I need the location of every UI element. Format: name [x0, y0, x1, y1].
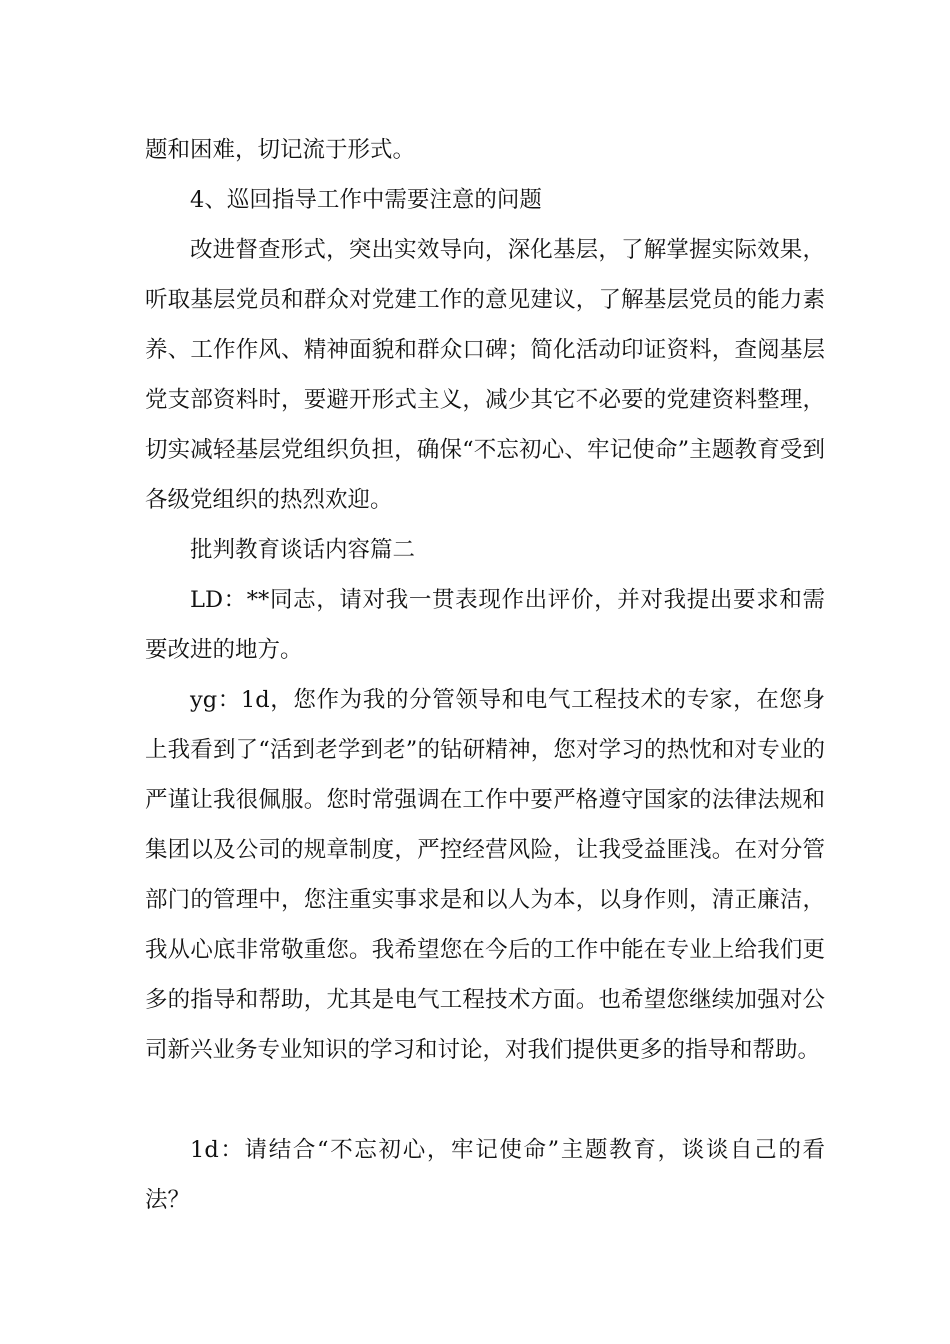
section-heading-4: 4、巡回指导工作中需要注意的问题	[190, 187, 542, 213]
paragraph-yg-answer: yg：1d，您作为我的分管领导和电气工程技术的专家，在您身上我看到了“活到老学到老”的钻研精神，您对学习的热忱和对专业的严谨让我很佩服。您时常强调在工作中要严格遵守国家的法律法规和集团以及公司的规章制度，严控经营风险，让我受益匪浅。在对分管部门的管理中，您注重实事求是和以人为本，以身作则，清正廉洁，我从心底非常敬重您。我希望您在今后的工作中能在专业上给我们更多的指导和帮助，尤其是电气工程技术方面。也希望您继续加强对公司新兴业务专业知识的学习和讨论，对我们提供更多的指导和帮助。	[145, 687, 825, 1063]
paragraph-supervision: 改进督查形式，突出实效导向，深化基层，了解掌握实际效果，听取基层党员和群众对党建工作的意见建议，了解基层党员的能力素养、工作作风、精神面貌和群众口碑；简化活动印证资料，查阅基层党支部资料时，要避开形式主义，减少其它不必要的党建资料整理，切实减轻基层党组织负担，确保“不忘初心、牢记使命”主题教育受到各级党组织的热烈欢迎。	[145, 237, 825, 513]
paragraph-ld-question: LD：**同志，请对我一贯表现作出评价，并对我提出要求和需要改进的地方。	[145, 587, 825, 663]
paragraph-ld-followup: 1d：请结合“不忘初心，牢记使命”主题教育，谈谈自己的看法？	[145, 1137, 825, 1213]
section-heading-part-two: 批判教育谈话内容篇二	[190, 537, 416, 563]
paragraph-continuation: 题和困难，切记流于形式。	[145, 137, 416, 163]
